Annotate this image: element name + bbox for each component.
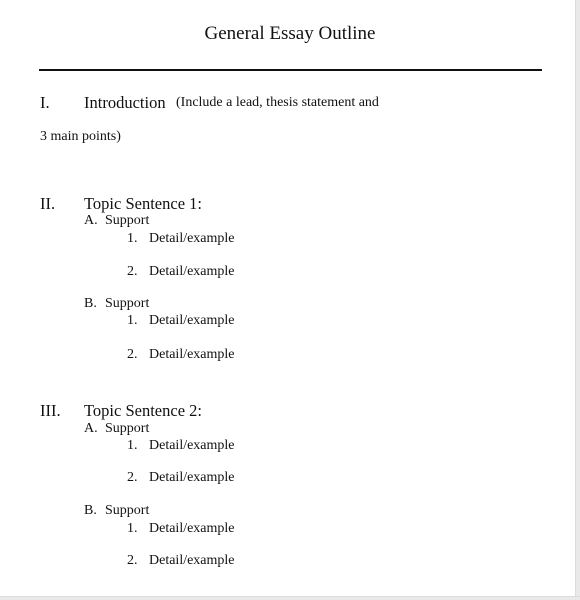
detail-text: Detail/example xyxy=(149,231,235,246)
page-edge-right xyxy=(575,0,580,600)
support-marker: A. xyxy=(84,213,98,228)
detail-text: Detail/example xyxy=(149,470,235,485)
section-heading-topic-2: Topic Sentence 2: xyxy=(84,401,202,420)
section-heading-introduction: Introduction xyxy=(84,93,166,112)
detail-text: Detail/example xyxy=(149,264,235,279)
section-numeral: I. xyxy=(40,93,50,112)
detail-text: Detail/example xyxy=(149,313,235,328)
detail-text: Detail/example xyxy=(149,521,235,536)
detail-text: Detail/example xyxy=(149,438,235,453)
detail-marker: 2. xyxy=(127,553,138,568)
section-heading-topic-1: Topic Sentence 1: xyxy=(84,194,202,213)
page-edge-bottom xyxy=(0,596,580,600)
support-label: Support xyxy=(105,503,150,518)
section-note-continued: 3 main points) xyxy=(40,129,121,144)
detail-marker: 2. xyxy=(127,347,138,362)
support-label: Support xyxy=(105,421,150,436)
support-label: Support xyxy=(105,296,150,311)
page-title: General Essay Outline xyxy=(204,23,376,44)
detail-marker: 1. xyxy=(127,231,138,246)
detail-marker: 2. xyxy=(127,470,138,485)
support-label: Support xyxy=(105,213,150,228)
support-marker: B. xyxy=(84,503,97,518)
support-marker: A. xyxy=(84,421,98,436)
detail-text: Detail/example xyxy=(149,553,235,568)
section-numeral: III. xyxy=(40,401,61,420)
detail-marker: 2. xyxy=(127,264,138,279)
section-note: (Include a lead, thesis statement and xyxy=(176,95,379,110)
title-divider xyxy=(39,69,542,71)
detail-marker: 1. xyxy=(127,521,138,536)
detail-marker: 1. xyxy=(127,313,138,328)
detail-marker: 1. xyxy=(127,438,138,453)
detail-text: Detail/example xyxy=(149,347,235,362)
support-marker: B. xyxy=(84,296,97,311)
section-numeral: II. xyxy=(40,194,56,213)
